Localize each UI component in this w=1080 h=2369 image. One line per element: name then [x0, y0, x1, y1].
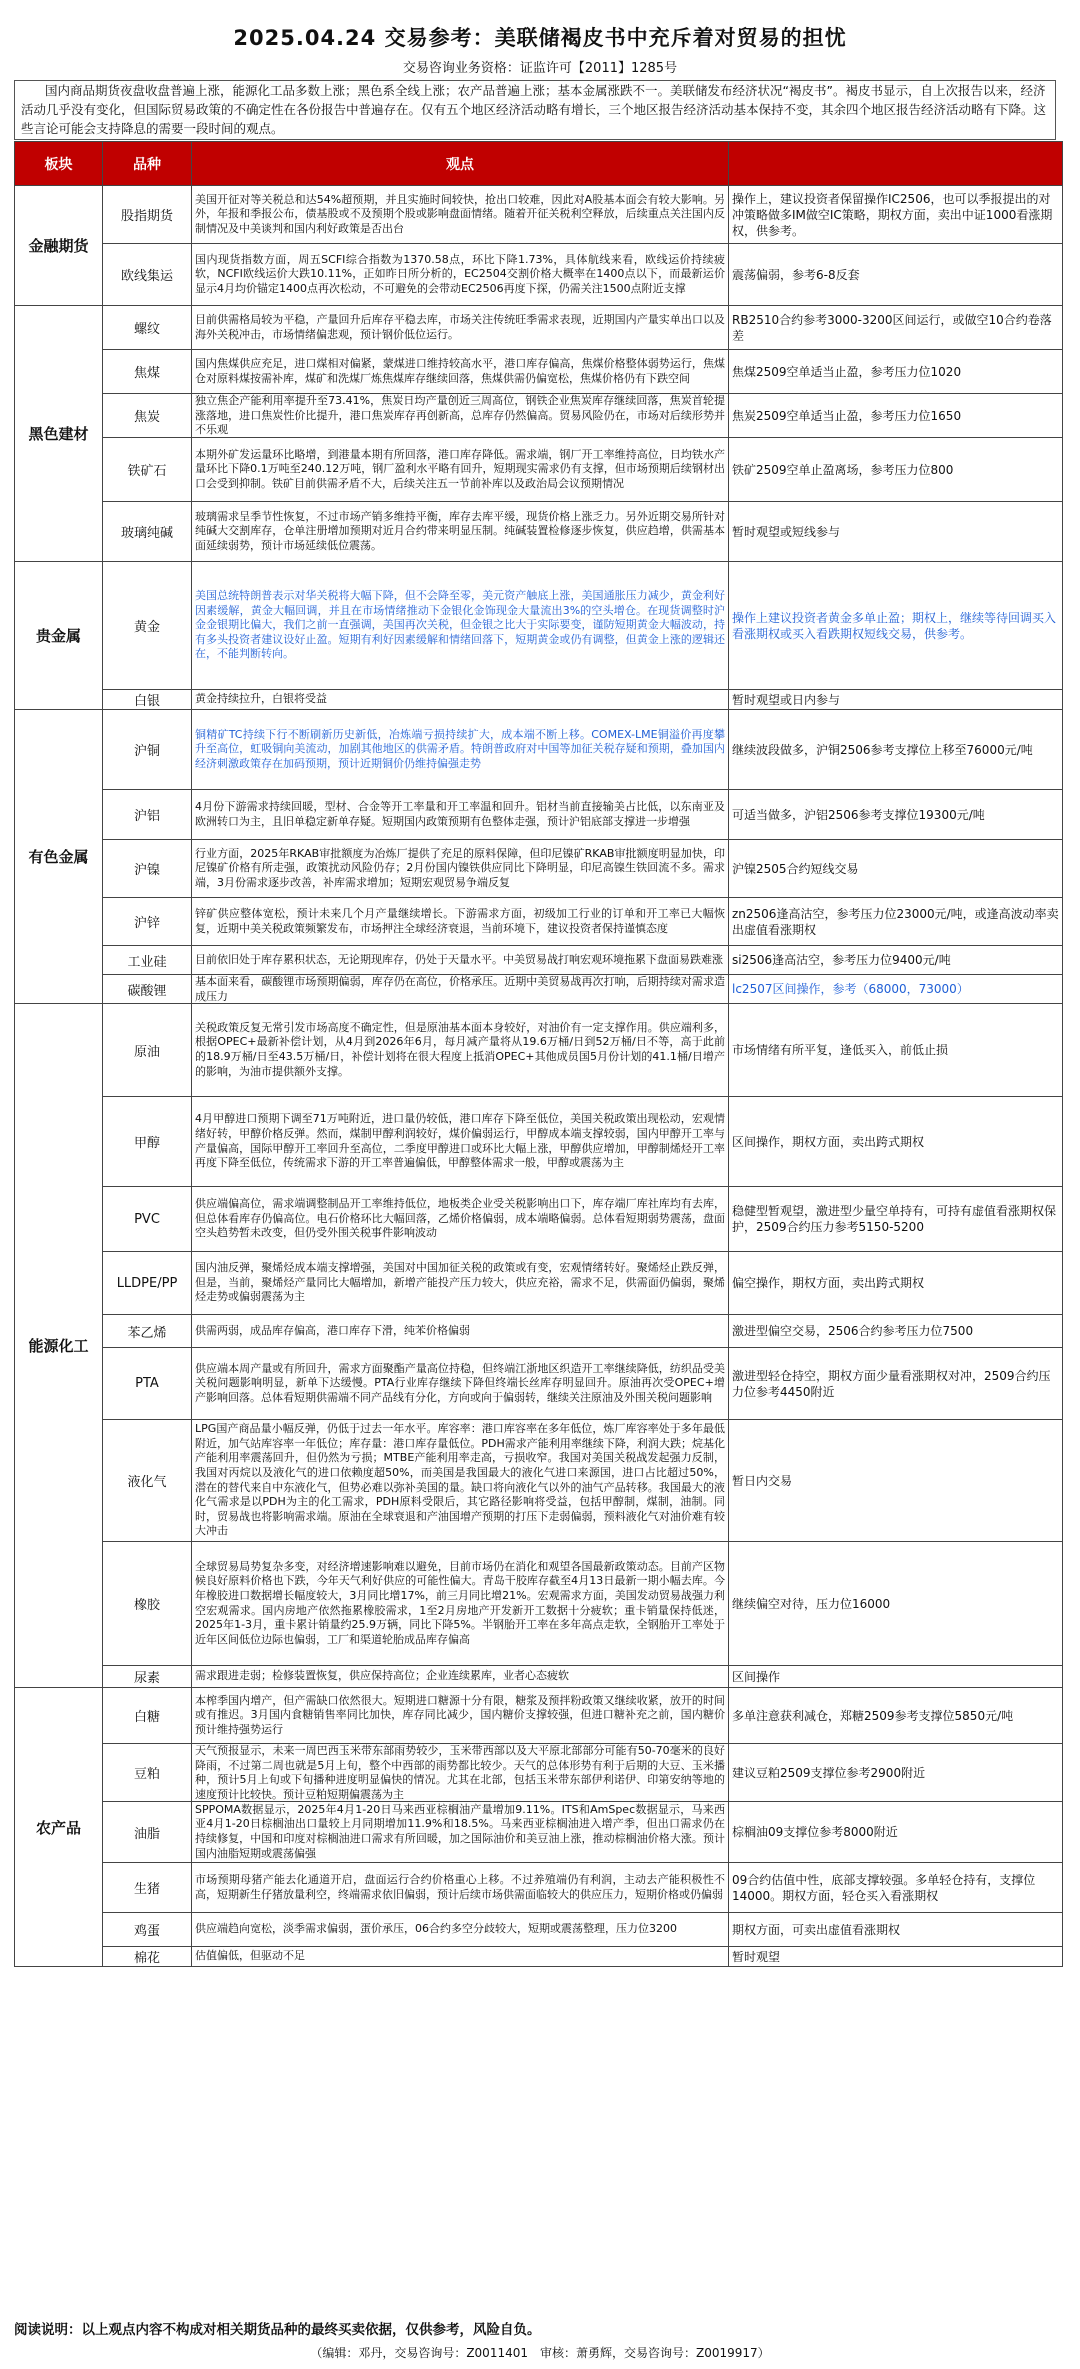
- strategy-cell: 建议豆粕2509支撑位参考2900附近: [729, 1744, 1063, 1802]
- view-cell: [192, 898, 729, 946]
- product-cell: 沪铜: [103, 710, 192, 790]
- table-row: [15, 946, 1063, 975]
- strategy-cell: 焦煤2509空单适当止盈，参考压力位1020: [729, 350, 1063, 394]
- view-text: 独立焦企产能利用率提升至73.41%，焦炭日均产量创近三周高位，钢铁企业焦炭库存继续回落，焦炭首轮提涨落地，进口焦炭性价比提升，港口焦炭库存再创新高，总库存仍然偏高。贸易风险仍在，市场对后续形势并不乐观: [195, 394, 725, 437]
- strategy-cell: 偏空操作，期权方面，卖出跨式期权: [729, 1252, 1063, 1315]
- strategy-cell: 暂时观望或短线参与: [729, 502, 1063, 562]
- table-row: [15, 690, 1063, 710]
- view-text: 国内焦煤供应充足，进口煤相对偏紧，蒙煤进口维持较高水平，港口库存偏高，焦煤价格整体弱势运行，焦煤仓对原料煤按需补库，煤矿和洗煤厂炼焦煤库存继续回落，焦煤供需仍偏宽松，焦煤价格仍有下跌空间: [195, 356, 725, 385]
- strategy-cell: 沪镍2505合约短线交易: [729, 840, 1063, 898]
- strategy-cell: 可适当做多，沪铝2506参考支撑位19300元/吨: [729, 790, 1063, 840]
- strategy-cell: 操作上，建议投资者保留操作IC2506，也可以季报提出的对冲策略做多IM做空IC策略，期权方面，卖出中证1000看涨期权，供参考。: [729, 186, 1063, 244]
- product-cell: 液化气: [103, 1420, 192, 1542]
- view-cell: [192, 1348, 729, 1420]
- view-text: 本期外矿发运量环比略增，到港量本期有所回落，港口库存降低。需求端，钢厂开工率维持高位，日均铁水产量环比下降0.1万吨至240.12万吨，钢厂盈利水平略有回升，短期现实需求仍有支撑，但市场预期后续钢材出口会受到抑制。铁矿目前供需矛盾不大，后续关注五一节前补库以及政治局会议预期情况: [195, 447, 725, 490]
- product-cell: 沪铝: [103, 790, 192, 840]
- view-text: 供应端偏高位，需求端调整制品开工率维持低位，地板类企业受关税影响出口下，库存端厂库社库均有去库，但总体看库存仍偏高位。电石价格环比大幅回落，乙烯价格偏弱，成本端略偏弱。总体看短期弱势震荡，盘面空头趋势暂未改变，但仍受外围关税事件影响波动: [195, 1197, 725, 1240]
- product-cell: PTA: [103, 1348, 192, 1420]
- table-row: [15, 1947, 1063, 1967]
- product-cell: 鸡蛋: [103, 1913, 192, 1947]
- view-cell: [192, 946, 729, 975]
- view-cell: [192, 562, 729, 690]
- table-row: [15, 306, 1063, 350]
- strategy-cell: 区间操作: [729, 1666, 1063, 1688]
- view-text: 行业方面，2025年RKAB审批额度为冶炼厂提供了充足的原料保障，但印尼镍矿RKAB审批额度明显加快，印尼镍矿价格有所走强，政策扰动风险仍存；2月份国内镍铁供应同比下降明显，印尼高镍生铁回流不多。需求端，3月份需求逐步改善，补库需求增加；短期宏观贸易争端反复: [195, 846, 725, 889]
- product-cell: 原油: [103, 1004, 192, 1097]
- sector-cell: 贵金属: [15, 562, 103, 710]
- view-cell: [192, 1802, 729, 1863]
- view-text: 估值偏低，但驱动不足: [195, 1949, 305, 1963]
- product-cell: LLDPE/PP: [103, 1252, 192, 1315]
- view-cell: [192, 1863, 729, 1913]
- view-text: 4月份下游需求持续回暖，型材、合金等开工率量和开工率温和回升。铝材当前直接输美占比低，以东南亚及欧洲转口为主，且旧单稳定新单存疑。短期国内政策预期有色整体走强，预计沪铝底部支撑进一步增强: [195, 799, 725, 828]
- product-cell: 油脂: [103, 1802, 192, 1863]
- strategy-cell: 期权方面，可卖出虚值看涨期权: [729, 1913, 1063, 1947]
- view-cell: [192, 1542, 729, 1666]
- product-cell: 欧线集运: [103, 244, 192, 306]
- table-row: [15, 394, 1063, 438]
- table-row: [15, 350, 1063, 394]
- view-cell: [192, 1187, 729, 1252]
- strategy-cell: si2506逢高沽空，参考压力位9400元/吨: [729, 946, 1063, 975]
- header-view: 观点: [192, 142, 729, 186]
- product-cell: 碳酸锂: [103, 975, 192, 1004]
- view-cell: [192, 1252, 729, 1315]
- sector-cell: 黑色建材: [15, 306, 103, 562]
- view-cell: [192, 1004, 729, 1097]
- product-cell: 生猪: [103, 1863, 192, 1913]
- product-cell: PVC: [103, 1187, 192, 1252]
- table-row: [15, 1004, 1063, 1097]
- table-row: [15, 1097, 1063, 1187]
- view-cell: [192, 710, 729, 790]
- sector-cell: 金融期货: [15, 186, 103, 306]
- view-text: 本榨季国内增产，但产需缺口依然很大。短期进口糖源十分有限，糖浆及预拌粉政策又继续收紧，放开的时间或有推迟。3月国内食糖销售率同比加快，库存同比减少，国内糖价支撑较强，但进口糖补充之前，国内糖价预计维持强势运行: [195, 1693, 725, 1736]
- product-cell: 橡胶: [103, 1542, 192, 1666]
- sector-cell: 农产品: [15, 1688, 103, 1967]
- view-text: 基本面来看，碳酸锂市场预期偏弱，库存仍在高位，价格承压。近期中美贸易战再次打响，后期持续对需求造成压力: [195, 975, 725, 1003]
- strategy-cell: 暂日内交易: [729, 1420, 1063, 1542]
- table-row: [15, 1420, 1063, 1542]
- table-row: [15, 186, 1063, 244]
- view-cell: [192, 186, 729, 244]
- strategy-cell: 震荡偏弱，参考6-8反套: [729, 244, 1063, 306]
- table-row: [15, 1187, 1063, 1252]
- table-row: [15, 502, 1063, 562]
- product-cell: 股指期货: [103, 186, 192, 244]
- view-cell: [192, 394, 729, 438]
- view-text: 4月甲醇进口预期下调至71万吨附近，进口量仍较低，港口库存下降至低位，美国关税政策出现松动，宏观情绪好转，甲醇价格反弹。然而，煤制甲醇利润较好，煤价偏弱运行，甲醇成本端支撑较弱，国内甲醇开工率与产量偏高，国际甲醇开工率回升至高位，二季度甲醇进口或环比大幅上涨，甲醇供应增加，甲醇制烯烃开工率再度下降至低位，传统需求下游的开工率普遍偏低，甲醇整体需求一般，甲醇或震荡为主: [195, 1112, 725, 1170]
- page-title: 2025.04.24 交易参考：美联储褐皮书中充斥着对贸易的担忧: [233, 26, 847, 50]
- product-cell: 白银: [103, 690, 192, 710]
- product-cell: 黄金: [103, 562, 192, 690]
- table-row: [15, 1802, 1063, 1863]
- table-row: [15, 840, 1063, 898]
- table-row: [15, 1348, 1063, 1420]
- strategy-cell: 继续偏空对待，压力位16000: [729, 1542, 1063, 1666]
- view-text: 目前供需格局较为平稳，产量回升后库存平稳去库，市场关注传统旺季需求表现，近期国内产量实单出口以及海外关税冲击，市场情绪偏悲观，预计钢价低位运行。: [195, 312, 725, 341]
- view-text: 国内现货指数方面，周五SCFI综合指数为1370.58点，环比下降1.73%，具体航线来看，欧线运价持续疲软，NCFI欧线运价大跌10.11%，正如昨日所分析的，EC2504交割价格大概率在1400点以下，而最新运价显示4月均价锚定1400点再次松动，不可避免的会带动EC2506再度下探，仍需关注1500点附近支撑: [195, 252, 725, 295]
- table-row: [15, 1744, 1063, 1802]
- product-cell: 棉花: [103, 1947, 192, 1967]
- sector-cell: 能源化工: [15, 1004, 103, 1688]
- table-row: [15, 562, 1063, 690]
- view-cell: [192, 1947, 729, 1967]
- view-text: 全球贸易局势复杂多变，对经济增速影响难以避免，目前市场仍在消化和观望各国最新政策动态。目前产区物候良好原料价格也下跌，今年天气利好供应的可能性偏大。青岛干胶库存截至4月13日最新一期小幅去库。今年橡胶进口数据增长幅度较大，3月同比增17%，前三月同比增21%。宏观需求方面，美国发动贸易战强力利空宏观需求。国内房地产依然拖累橡胶需求，1至2月房地产开发新开工数据十分疲软；重卡销量保持低迷，2025年1-3月，重卡累计销量约25.9万辆，同比下降5%。半钢胎开工率在多年高点走软，全钢胎开工率处于近年区间低位边际也偏弱，工厂和渠道轮胎成品库存偏高: [195, 1559, 725, 1646]
- view-text: LPG国产商品量小幅反弹，仍低于过去一年水平。库容率：港口库容率在多年低位，炼厂库容率处于多年最低附近，加气站库容率一年低位；库存量：港口库存量低位。PDH需求产能利用率继续下降，利润大跌；烷基化产能利用率震荡回升，但仍然为亏损；MTBE产能利用率走高，亏损收窄。我国对美国关税战发起强力反制，我国对丙烷以及液化气的进口依赖度超50%，而美国是我国最大的液化气进口来源国，进口占比超过50%，潜在的替代来自中东液化气，但势必难以弥补美国的量。缺口将向液化气以外的油气产品转移。我国最大的液化气需求是以PDH为主的化工需求，PDH原料受限后，其它路径影响将受益，包括甲醇制，煤制，油制。同时，贸易战也将影响需求端。原油在全球衰退和产油国增产预期的打压下走弱偏弱，预料液化气对油价难有较大冲击: [195, 1422, 725, 1538]
- strategy-cell: 09合约估值中性，底部支撑较强。多单轻仓持有，支撑位14000。期权方面，轻仓买入看涨期权: [729, 1863, 1063, 1913]
- table-row: [15, 1863, 1063, 1913]
- table-row: [15, 1252, 1063, 1315]
- strategy-cell: 棕榈油09支撑位参考8000附近: [729, 1802, 1063, 1863]
- strategy-cell: 暂时观望: [729, 1947, 1063, 1967]
- view-text: 需求跟进走弱；检修装置恢复，供应保持高位；企业连续累库，业者心态疲软: [195, 1669, 569, 1683]
- view-text: 玻璃需求呈季节性恢复，不过市场产销多维持平衡，库存去库平缓，现货价格上涨乏力。另外近期交易所针对纯碱大交割库存，仓单注册增加预期对近月合约带来明显压制。纯碱装置检修逐步恢复，供应趋增，供需基本面延续弱势，预计市场延续低位震荡。: [195, 509, 725, 552]
- strategy-cell: 激进型偏空交易，2506合约参考压力位7500: [729, 1315, 1063, 1348]
- view-cell: [192, 975, 729, 1004]
- view-cell: [192, 350, 729, 394]
- strategy-cell: lc2507区间操作，参考（68000，73000）: [729, 975, 1063, 1004]
- view-cell: [192, 502, 729, 562]
- strategy-cell: 市场情绪有所平复，逢低买入，前低止损: [729, 1004, 1063, 1097]
- view-cell: [192, 1688, 729, 1744]
- view-cell: [192, 840, 729, 898]
- strategy-cell: 操作上建议投资者黄金多单止盈；期权上，继续等待回调买入看涨期权或买入看跌期权短线交易，供参考。: [729, 562, 1063, 690]
- sector-cell: 有色金属: [15, 710, 103, 1004]
- view-text: 天气预报显示，未来一周巴西玉米带东部雨势较少，玉米带西部以及大平原北部部分可能有50-70毫米的良好降雨，不过第二周也就是5月上旬，整个中西部的雨势都比较少。天气的总体形势有利于后期的大豆、玉米播种，预计5月上旬或下旬播种进度明显偏快的情况。尤其在北部，包括玉米带东部伊利诺伊、印第安纳等地的速度预计比较快。预计豆粕短期偏震荡为主: [195, 1744, 725, 1801]
- strategy-cell: 继续波段做多，沪铜2506参考支撑位上移至76000元/吨: [729, 710, 1063, 790]
- header-strategy: [729, 142, 1063, 186]
- product-cell: 沪锌: [103, 898, 192, 946]
- header-product: 品种: [103, 142, 192, 186]
- strategy-cell: 焦炭2509空单适当止盈，参考压力位1650: [729, 394, 1063, 438]
- view-cell: [192, 244, 729, 306]
- table-row: [15, 1315, 1063, 1348]
- view-text: 美国开征对等关税总和达54%超预期，并且实施时间较快，抢出口较难，因此对A股基本面会有较大影响。另外，年报和季报公布，债基股或不及预期个股或影响盘面情绪。随着开征关税利空释放，后续重点关注国内反制情况及中美谈判和国内利好政策是否出台: [195, 192, 725, 235]
- view-text: 供需两弱，成品库存偏高，港口库存下滑，纯苯价格偏弱: [195, 1323, 470, 1337]
- strategy-cell: 暂时观望或日内参与: [729, 690, 1063, 710]
- view-text: 锌矿供应整体宽松，预计未来几个月产量继续增长。下游需求方面，初级加工行业的订单和开工率已大幅恢复，近期中美关税政策频繁发布，市场押注全球经济衰退，当前环境下，建议投资者保持谨慎态度: [195, 906, 725, 935]
- view-cell: [192, 1420, 729, 1542]
- table-row: [15, 1913, 1063, 1947]
- view-text: 供应端本周产量或有所回升，需求方面聚酯产量高位持稳，但终端江浙地区织造开工率继续降低，纺织品受美关税问题影响明显，新单下达缓慢。PTA行业库存继续下降但终端长丝库存明显回升。原油再次受OPEC+增产影响回落。总体看短期供需端不同产品线有分化，方向或向于偏弱转，继续关注原油及外围关税问题影响: [195, 1361, 725, 1404]
- product-cell: 铁矿石: [103, 438, 192, 502]
- table-row: [15, 1542, 1063, 1666]
- table-row: [15, 790, 1063, 840]
- product-cell: 白糖: [103, 1688, 192, 1744]
- product-cell: 焦炭: [103, 394, 192, 438]
- table-row: [15, 898, 1063, 946]
- table-row: [15, 1688, 1063, 1744]
- strategy-cell: zn2506逢高沽空，参考压力位23000元/吨，或逢高波动率卖出虚值看涨期权: [729, 898, 1063, 946]
- product-cell: 玻璃纯碱: [103, 502, 192, 562]
- table-row: [15, 244, 1063, 306]
- view-text: 供应端趋向宽松，淡季需求偏弱，蛋价承压，06合约多空分歧较大，短期或震荡整理，压力位3200: [195, 1922, 677, 1936]
- product-cell: 豆粕: [103, 1744, 192, 1802]
- view-text: 市场预期母猪产能去化通道开启，盘面运行合约价格重心上移。不过养殖端仍有利润，主动去产能积极性不高，短期新生仔猪放量利空，终端需求依旧偏弱，预计后续市场供需面临较大的供应压力，短期价格或仍偏弱: [195, 1872, 725, 1901]
- strategy-cell: 区间操作，期权方面，卖出跨式期权: [729, 1097, 1063, 1187]
- view-cell: [192, 1913, 729, 1947]
- product-cell: 工业硅: [103, 946, 192, 975]
- view-text: 黄金持续拉升，白银将受益: [195, 692, 327, 706]
- product-cell: 甲醇: [103, 1097, 192, 1187]
- reference-table: [14, 141, 1063, 1967]
- product-cell: 苯乙烯: [103, 1315, 192, 1348]
- view-text: 关税政策反复无常引发市场高度不确定性，但是原油基本面本身较好，对油价有一定支撑作用。供应端利多，根据OPEC+最新补偿计划，从4月到2026年6月，每月减产量将从19.6万桶/日到52万桶/日不等，高于此前的18.9万桶/日至43.5万桶/日，补偿计划将在很大程度上抵消OPEC+其他成员国5月份计划的41.1桶/日增产的影响，为油市提供额外支撑。: [195, 1020, 725, 1078]
- table-row: [15, 710, 1063, 790]
- view-cell: [192, 1315, 729, 1348]
- view-cell: [192, 1666, 729, 1688]
- table-row: [15, 438, 1063, 502]
- license-line: 交易咨询业务资格：证监许可【2011】1285号: [402, 61, 678, 76]
- strategy-cell: RB2510合约参考3000-3200区间运行，或做空10合约卷落差: [729, 306, 1063, 350]
- view-text: SPPOMA数据显示，2025年4月1-20日马来西亚棕榈油产量增加9.11%。ITS和AmSpec数据显示，马来西亚4月1-20日棕榈油出口量较上月同期增加11.9%和18.5%。马来西亚棕榈油进入增产季，但出口需求仍在持续修复，中国和印度对棕榈油进口需求有所回暖，加之国际油价和美豆油上涨，推动棕榈油价格大涨。预计国内油脂短期或震荡偏强: [195, 1802, 725, 1860]
- view-cell: [192, 1744, 729, 1802]
- strategy-cell: 多单注意获利减仓，郑糖2509参考支撑位5850元/吨: [729, 1688, 1063, 1744]
- view-cell: [192, 790, 729, 840]
- view-text: 美国总统特朗普表示对华关税将大幅下降，但不会降至零，美元资产触底上涨，美国通胀压力减少，黄金利好因素缓解，黄金大幅回调，并且在市场情绪推动下金银化金饰现金大量流出3%的空头增仓。在现货调整时沪金金银期比偏大，我们之前一直强调，美国再次关税，但金银之比大于实际要变，谨防短期黄金大幅波动，持有多头投资者建议设好止盈。短期有利好因素缓解和情绪回落下，短期黄金或仍有调整，但黄金上涨的逻辑还在，不能判断转向。: [195, 589, 725, 661]
- view-text: 国内油反弹，聚烯烃成本端支撑增强，美国对中国加征关税的政策或有变，宏观情绪转好。聚烯烃止跌反弹，但是，当前，聚烯烃产量同比大幅增加，新增产能投产压力较大，供应充裕，需求不足，供需面仍偏弱，聚烯烃走势或偏弱震荡为主: [195, 1261, 725, 1304]
- view-cell: [192, 438, 729, 502]
- header-sector: 板块: [15, 142, 103, 186]
- product-cell: 螺纹: [103, 306, 192, 350]
- strategy-cell: 铁矿2509空单止盈离场，参考压力位800: [729, 438, 1063, 502]
- product-cell: 焦煤: [103, 350, 192, 394]
- strategy-cell: 稳健型暂观望，激进型少量空单持有，可持有虚值看涨期权保护，2509合约压力参考5150-5200: [729, 1187, 1063, 1252]
- product-cell: 尿素: [103, 1666, 192, 1688]
- table-row: [15, 1666, 1063, 1688]
- table-header-row: [15, 142, 1063, 186]
- product-cell: 沪镍: [103, 840, 192, 898]
- view-text: 目前依旧处于库存累积状态，无论期现库存，仍处于天量水平。中美贸易战打响宏观环境拖累下盘面易跌难涨: [195, 952, 723, 966]
- disclaimer: 阅读说明：以上观点内容不构成对相关期货品种的最终买卖依据，仅供参考，风险自负。: [14, 2322, 541, 2338]
- view-cell: [192, 1097, 729, 1187]
- strategy-cell: 激进型轻仓持空，期权方面少量看涨期权对冲，2509合约压力位参考4450附近: [729, 1348, 1063, 1420]
- intro-paragraph: 国内商品期货夜盘收盘普遍上涨，能源化工品多数上涨；黑色系全线上涨；农产品普遍上涨；基本金属涨跌不一。美联储发布经济状况“褐皮书”。褐皮书显示，自上次报告以来，经济活动几乎没有变化，但国际贸易政策的不确定性在各份报告中普遍存在。仅有五个地区经济活动略有增长，三个地区报告经济活动基本保持不变，其余四个地区报告经济活动略有下降。这些言论可能会支持降息的需要一段时间的观点。: [14, 80, 1056, 140]
- view-cell: [192, 306, 729, 350]
- editor-line: （编辑：邓丹，交易咨询号：Z0011401 审核：萧勇辉，交易咨询号：Z0019917）: [310, 2346, 770, 2360]
- table-row: [15, 975, 1063, 1004]
- view-text: 铜精矿TC持续下行不断刷新历史新低，冶炼端亏损持续扩大，成本端不断上移。COMEX-LME铜溢价再度攀升至高位，虹吸铜向美流动，加剧其他地区的供需矛盾。特朗普政府对中国等加征关税存疑和预期，叠加国内经济刺激政策存在加码预期，预计近期铜价仍维持偏强走势: [195, 727, 725, 770]
- view-cell: [192, 690, 729, 710]
